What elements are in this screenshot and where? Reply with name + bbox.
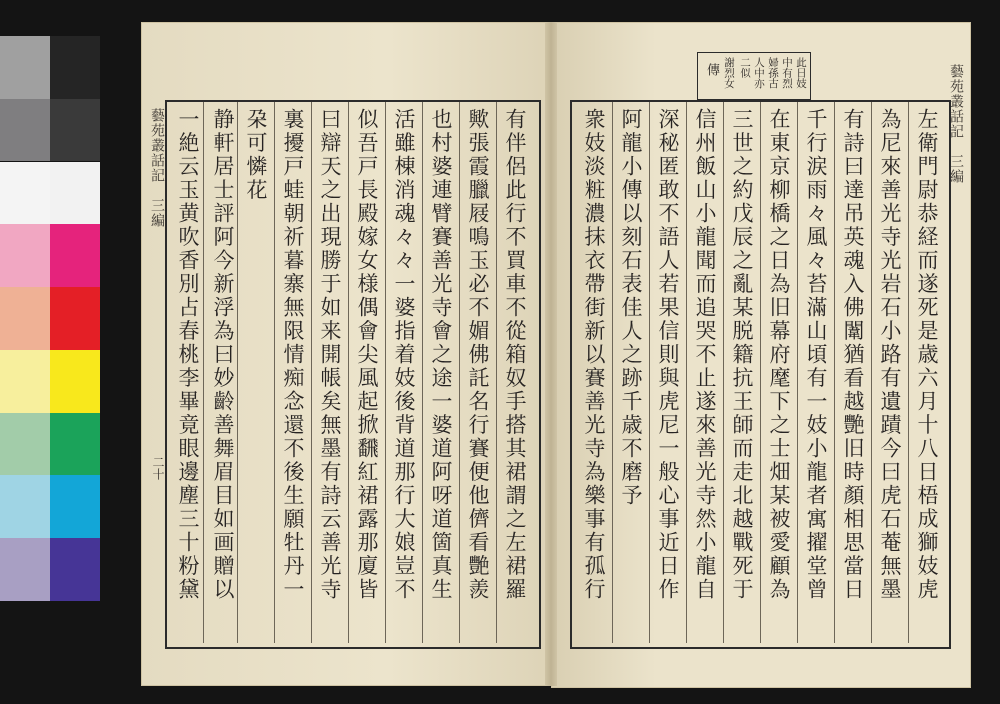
text-column: 左衛門尉恭経而遂死是歳六月十八日梧成獅妓虎 [915,108,939,602]
color-swatch [50,287,100,350]
note-line: 此日妓 [795,57,807,89]
column-rule [871,102,872,643]
text-column: 活雖棟消魂々々一婆指着妓後背道那行大娘豈不 [392,108,416,602]
column-rule [760,102,761,643]
color-swatch [50,36,100,99]
color-swatch [0,287,50,350]
column-rule [797,102,798,643]
color-swatch [0,538,50,601]
color-swatch [0,475,50,538]
note-line: 人中亦 [753,57,765,89]
column-rule [422,102,423,643]
color-swatch [0,413,50,476]
text-column: 千行涙雨々風々苔滿山頃有一妓小龍者寓擢堂曾 [804,108,828,602]
color-swatch [50,224,100,287]
column-rule [237,102,238,643]
color-swatch [0,350,50,413]
column-rule [311,102,312,643]
heading-note-box [697,52,811,100]
note-line: 婦孫古 [767,57,779,89]
text-column: 信州飯山小龍聞而追哭不止遂來善光寺然小龍自 [693,108,717,602]
column-rule [496,102,497,643]
column-rule [686,102,687,643]
color-swatch [50,475,100,538]
text-column: 在東京柳橋之日為旧幕府麾下之士畑某被愛顧為 [767,108,791,602]
left-margin-title: 藝苑叢話記 三編 [149,108,165,228]
color-swatch [0,224,50,287]
color-swatch [50,538,100,601]
note-line: 傳 [704,63,719,76]
text-column: 也村婆連臂賽善光寺會之途一婆道阿呀道箇真生 [429,108,453,602]
color-swatch [50,350,100,413]
text-column: 一絶云玉黄吹香別占春桃李畢竟眼邊塵三十粉黛 [176,108,200,602]
column-rule [612,102,613,643]
column-rule [385,102,386,643]
column-rule [348,102,349,643]
column-rule [723,102,724,643]
note-line: 二似 [739,57,751,78]
color-swatch [50,413,100,476]
text-column: 静軒居士評阿今新浮為曰妙齡善舞眉目如画贈以 [211,108,235,602]
color-swatch [0,36,50,99]
left-folio-number: 二十 [151,456,165,480]
text-column: 歟張霞臘屐鳴玉必不媚佛託名行賽便他儕看艷羨 [466,108,490,602]
text-column: 有伴侶此行不買車不從箱奴手搭其裙謂之左裙羅 [503,108,527,602]
text-column: 有詩曰達吊英魂入佛闈猶看越艷旧時顏相思當日 [841,108,865,602]
note-line: 謝烈女 [723,57,735,89]
text-column: 朶可憐花 [244,108,268,202]
right-margin-title: 藝苑叢話記 三編 [948,64,964,184]
book-gutter [545,22,557,686]
text-column: 三世之約戊辰之亂某脱籍抗王師而走北越戰死于 [730,108,754,602]
text-column: 似吾戸長殿嫁女様偶會尖風起掀飜紅裙露那廈皆 [355,108,379,602]
color-swatch [0,99,50,162]
column-rule [908,102,909,643]
text-column: 衆妓淡粧濃抹衣帶街新以賽善光寺為樂事有孤行 [582,108,606,602]
column-rule [649,102,650,643]
column-rule [834,102,835,643]
column-rule [459,102,460,643]
column-rule [274,102,275,643]
text-column: 為尼來善光寺光岩石小路有遺蹟今曰虎石菴無墨 [878,108,902,602]
text-column: 曰辯天之出現勝于如来開帳矣無墨有詩云善光寺 [318,108,342,602]
color-swatch [50,99,100,162]
note-line: 中有烈 [781,57,793,89]
text-column: 阿龍小傳以刻石表佳人之跡千歳不磨予 [619,108,643,508]
text-column: 深秘匿敢不語人若果信則與虎尼一般心事近日作 [656,108,680,602]
color-swatch [0,162,50,225]
column-rule [203,102,204,643]
color-calibration-strip [0,36,100,601]
color-swatch [50,162,100,225]
text-column: 裏擾戸蛙朝祈暮寨無限情痴念還不後生願牡丹一 [281,108,305,602]
